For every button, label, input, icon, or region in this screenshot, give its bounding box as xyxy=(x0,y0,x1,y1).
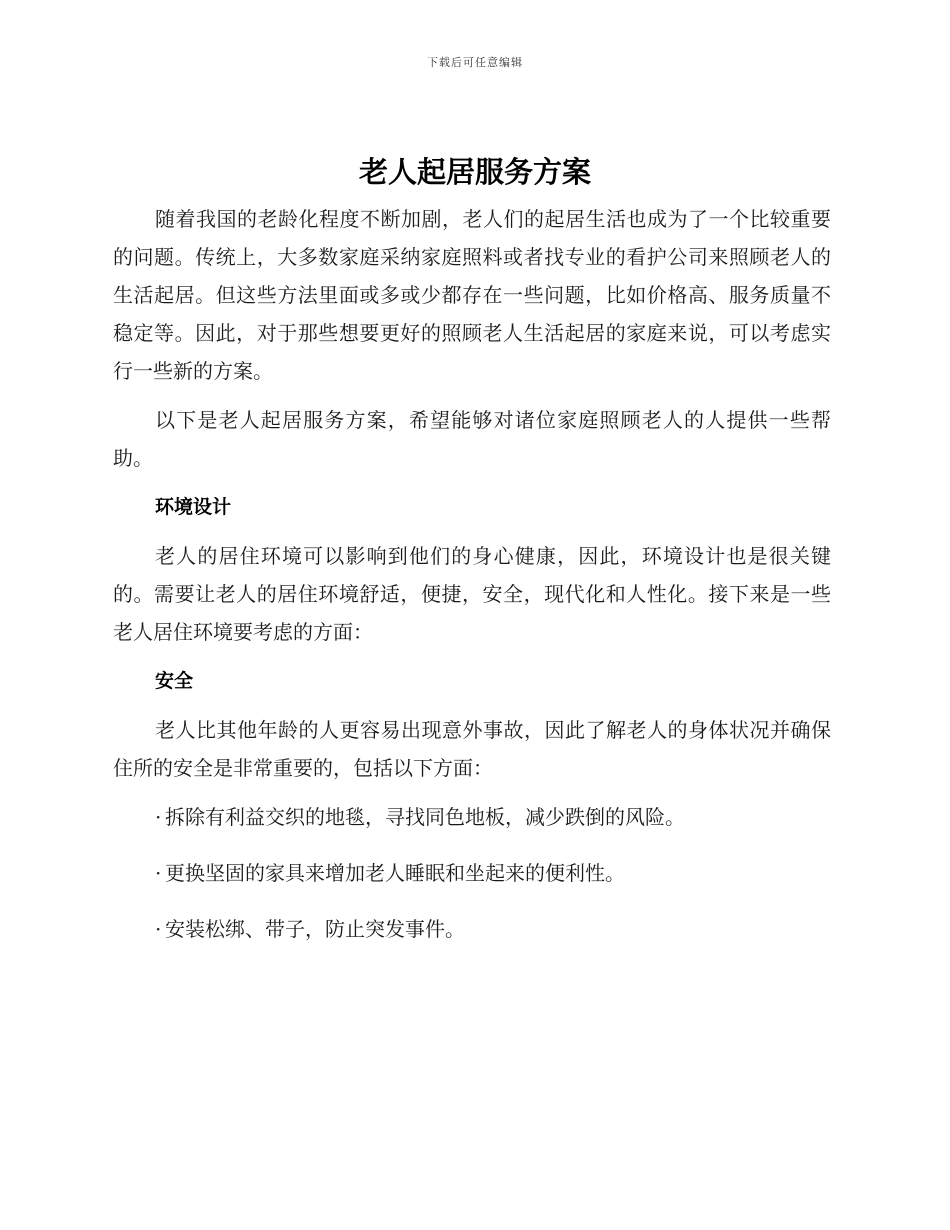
bullet-dot: · xyxy=(155,805,162,829)
bullet-text: 安装松绑、带子，防止突发事件。 xyxy=(165,917,465,941)
intro-paragraph-2: 以下是老人起居服务方案，希望能够对诸位家庭照顾老人的人提供一些帮助。 xyxy=(113,408,831,470)
bullet-text: 更换坚固的家具来增加老人睡眠和坐起来的便利性。 xyxy=(165,861,625,885)
safety-paragraph: 老人比其他年龄的人更容易出现意外事故，因此了解老人的身体状况并确保住所的安全是非常重要的，包括以下方面： xyxy=(113,718,831,780)
bullet-item xyxy=(113,910,831,948)
bullet-text: 拆除有利益交织的地毯，寻找同色地板，减少跌倒的风险。 xyxy=(165,805,685,829)
section-heading-safety: 安全 xyxy=(155,670,194,692)
header-note: 下载后可任意编辑 xyxy=(427,56,523,69)
bullet-item xyxy=(113,798,831,836)
intro-paragraph-1: 随着我国的老龄化程度不断加剧，老人们的起居生活也成为了一个比较重要的问题。传统上，大多数家庭采纳家庭照料或者找专业的看护公司来照顾老人的生活起居。但这些方法里面或多或少都存在一些问题，比如价格高、服务质量不稳定等。因此，对于那些想要更好的照顾老人生活起居的家庭来说，可以考虑实行一些新的方案。 xyxy=(113,207,831,383)
bullet-dot: · xyxy=(155,861,162,885)
section-heading-environment: 环境设计 xyxy=(155,496,232,518)
page-title: 老人起居服务方案 xyxy=(358,155,591,189)
bullet-dot: · xyxy=(155,917,162,941)
bullet-item xyxy=(113,854,831,892)
document-body xyxy=(113,200,831,966)
environment-paragraph: 老人的居住环境可以影响到他们的身心健康，因此，环境设计也是很关键的。需要让老人的居住环境舒适，便捷，安全，现代化和人性化。接下来是一些老人居住环境要考虑的方面： xyxy=(113,544,831,644)
